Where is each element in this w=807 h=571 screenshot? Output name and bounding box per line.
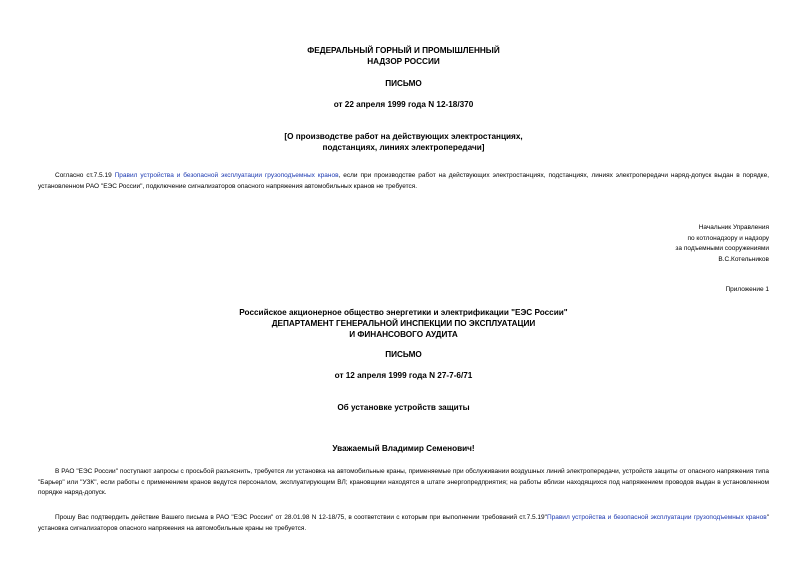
issuer-line-1: ФЕДЕРАЛЬНЫЙ ГОРНЫЙ И ПРОМЫШЛЕННЫЙ bbox=[307, 46, 500, 55]
signature-line: по котлонадзору и надзору bbox=[687, 234, 769, 242]
signature-line: Начальник Управления bbox=[698, 224, 769, 231]
greeting: Уважаемый Владимир Семенович! bbox=[332, 444, 475, 453]
date-number-1: от 22 апреля 1999 года N 12-18/370 bbox=[333, 100, 474, 109]
para2-text-before-link: Прошу Вас подтвердить действие Вашего письма в РАО "ЕЭС России" от 28.01.98 N 12-18/75, в соответствии с которым при выполнении требований ст.7.5.19" bbox=[55, 514, 547, 521]
doc-type-2: ПИСЬМО bbox=[385, 350, 422, 359]
para2-text-after-link: " установка сигнализаторов опасного напряжения на автомобильные краны не требуется. bbox=[38, 514, 769, 532]
letter-2-paragraph-2 bbox=[38, 513, 769, 534]
rules-link-2[interactable]: Правил устройства и безопасной эксплуатации грузоподъемных кранов bbox=[546, 514, 767, 521]
body-text-after-link: , если при производстве работ на действующих электростанциях, подстанциях, линиях электропередачи наряд-допуск выдан в порядке, установленном РАО "ЕЭС России", подключение сигнализаторов опасного напряжения автомобильных кранов не требуется. bbox=[38, 172, 769, 190]
signature-block bbox=[569, 223, 769, 265]
signature-line: за подъемными сооружениями bbox=[675, 245, 769, 252]
org-line-1: Российское акционерное общество энергетики и электрификации "ЕЭС России" bbox=[239, 308, 568, 317]
subject-line-1: [О производстве работ на действующих электростанциях, bbox=[284, 132, 523, 141]
signature-line: В.С.Котельников bbox=[718, 255, 769, 263]
subject-line-2: подстанциях, линиях электропередачи] bbox=[322, 143, 485, 152]
org-line-2: ДЕПАРТАМЕНТ ГЕНЕРАЛЬНОЙ ИНСПЕКЦИИ ПО ЭКСПЛУАТАЦИИ bbox=[271, 319, 536, 328]
letter-2-title: Об установке устройств защиты bbox=[337, 403, 470, 412]
doc-type-1: ПИСЬМО bbox=[385, 79, 422, 88]
letter-2-paragraph-1: В РАО "ЕЭС России" поступают запросы с просьбой разъяснить, требуется ли установка на автомобильные краны, применяемые при обслуживании воздушных линий электропередачи, устройств защиты от опасного напряжения типа "Барьер" или "УЗК", если работы с применением кранов ведутся персоналом, эксплуатирующим ВЛ; крановщики находятся в штате энергопредприятия; на работы вблизи находящихся под напряжением проводов выдан в установленном порядке наряд-допуск. bbox=[38, 468, 769, 496]
issuer-line-2: НАДЗОР РОССИИ bbox=[367, 57, 440, 66]
rules-link-1[interactable]: Правил устройства и безопасной эксплуатации грузоподъемных кранов bbox=[114, 172, 339, 179]
body-text-before-link: Согласно ст.7.5.19 bbox=[55, 172, 115, 179]
date-number-2: от 12 апреля 1999 года N 27-7-6/71 bbox=[334, 371, 473, 380]
org-line-3: И ФИНАНСОВОГО АУДИТА bbox=[349, 330, 458, 339]
appendix-label: Приложение 1 bbox=[725, 286, 769, 293]
letter-1-body bbox=[38, 171, 769, 192]
